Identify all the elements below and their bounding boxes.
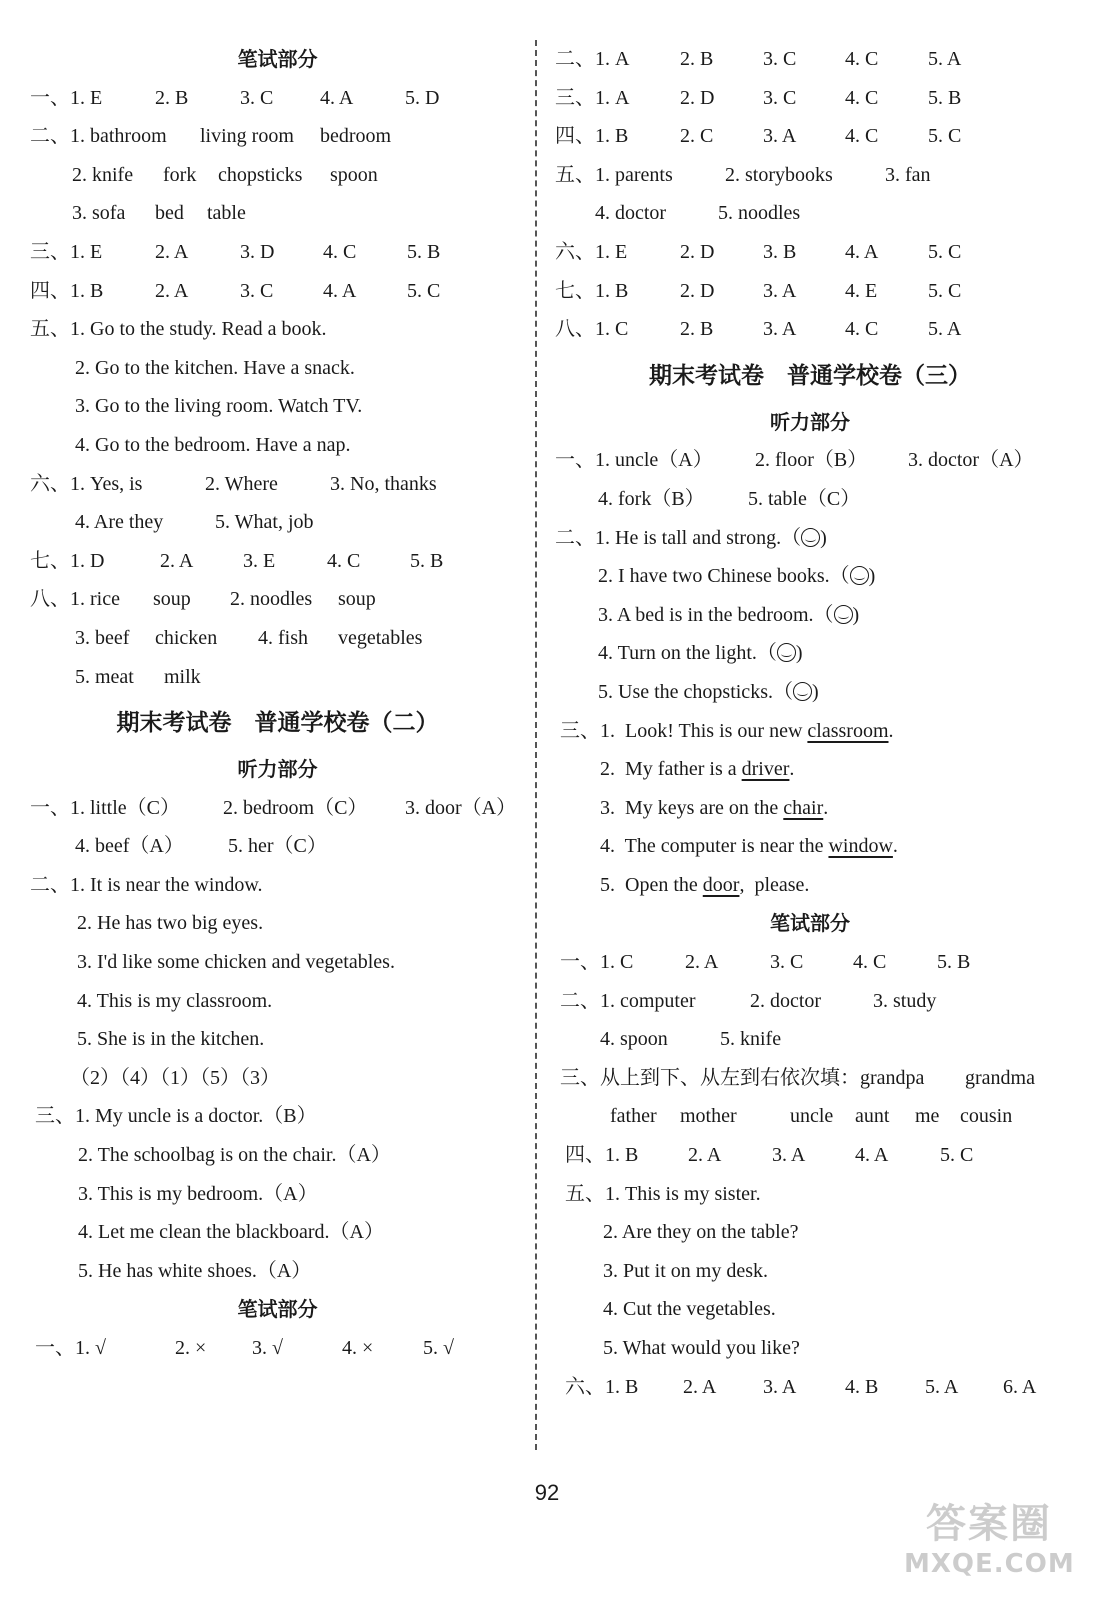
- answer-row: [30, 542, 525, 581]
- answer-cell: 五、1. parents: [555, 163, 673, 186]
- answer-cell: 一、1. uncle（A）: [555, 449, 713, 472]
- underlined-answer: door: [702, 873, 740, 896]
- answer-cell: 4. C: [845, 86, 879, 109]
- answer-cell: 3. B: [763, 240, 797, 263]
- answer-row: [30, 619, 525, 658]
- answer-cell: 3. A: [763, 125, 797, 148]
- answer-row: [30, 982, 525, 1021]
- closing-paren: ): [820, 526, 827, 549]
- answer-row: [30, 233, 525, 272]
- answer-row: [555, 156, 1065, 195]
- answer-cell: 2. doctor: [750, 989, 822, 1012]
- sentence-end: .: [892, 835, 898, 858]
- answer-cell: 2. A: [155, 279, 189, 302]
- answer-cell: 2. floor（B）: [755, 449, 868, 472]
- answer-row: [555, 557, 1065, 596]
- page-number: 92: [534, 1480, 560, 1505]
- answer-row: [30, 1059, 525, 1098]
- answer-cell: 3. beef: [75, 626, 130, 649]
- answer-row: [30, 943, 525, 982]
- answer-cell: table: [207, 202, 246, 225]
- answer-cell: 4. Turn on the light.（ ): [598, 634, 803, 673]
- answer-cell: 2. D: [680, 279, 715, 302]
- answer-cell: 5. D: [405, 86, 440, 109]
- answer-cell: 4. beef（A）: [75, 835, 184, 858]
- answer-row: [555, 1368, 1065, 1407]
- answer-cell: soup: [153, 588, 191, 611]
- answer-row: [555, 441, 1065, 480]
- smiley-face-icon: [793, 682, 812, 701]
- answer-cell: 3. This is my bedroom.（A）: [78, 1182, 318, 1205]
- answer-cell: 3. fan: [885, 163, 931, 186]
- answer-cell: 3. A: [763, 318, 797, 341]
- answer-cell: 2. noodles: [230, 588, 313, 611]
- answer-row: [30, 349, 525, 388]
- answer-cell: 2. ×: [175, 1337, 207, 1359]
- answer-row: [555, 1020, 1065, 1059]
- answer-row: [555, 712, 1065, 751]
- answer-cell: 3. doctor（A）: [908, 449, 1034, 472]
- sentence-text: 3. My keys are on the: [600, 796, 784, 819]
- answer-cell: soup: [338, 588, 376, 611]
- answer-row: [555, 827, 1065, 866]
- answer-row: [30, 1097, 525, 1136]
- answer-cell: 5. C: [407, 279, 441, 302]
- answer-cell: 2. A: [688, 1144, 722, 1167]
- answer-row: [555, 866, 1065, 905]
- answer-cell: 5. Use the chopsticks.（ ): [598, 673, 819, 712]
- answer-cell: 3. A: [763, 279, 797, 302]
- right-column: [555, 40, 1065, 1406]
- answer-row: [555, 1290, 1065, 1329]
- answer-row: [30, 580, 525, 619]
- watermark-bottom-text: MXQE.COM: [904, 1549, 1075, 1579]
- answer-row: [555, 596, 1065, 635]
- answer-cell: 5. He has white shoes.（A）: [78, 1259, 312, 1282]
- answer-cell: 八、1. C: [555, 318, 629, 341]
- answer-cell: 4. Let me clean the blackboard.（A）: [78, 1221, 384, 1244]
- answer-row: [30, 426, 525, 465]
- smiley-face-icon: [834, 605, 853, 624]
- underlined-answer: driver: [741, 758, 790, 781]
- answer-row: [30, 79, 525, 118]
- answer-cell: 5. What, job: [215, 511, 314, 534]
- answer-cell: 3. C: [763, 48, 797, 70]
- answer-cell: 3. Put it on my desk.: [603, 1259, 769, 1282]
- answer-row: [30, 1136, 525, 1175]
- answer-cell: 5. What would you like?: [603, 1337, 800, 1359]
- answer-row: [30, 1252, 525, 1291]
- answer-cell: 五、1. Go to the study. Read a book.: [30, 318, 327, 341]
- answer-row: [555, 634, 1065, 673]
- answer-row: [555, 79, 1065, 118]
- answer-row: [555, 519, 1065, 558]
- answer-cell: 2. Where: [205, 472, 278, 495]
- answer-cell: me: [915, 1105, 940, 1128]
- exam-title: 期末考试卷 普通学校卷（三）: [649, 362, 971, 389]
- answer-cell: 二、1. It is near the window.: [30, 873, 263, 896]
- answer-cell: 2. A: [683, 1375, 717, 1398]
- answer-cell: 3. C: [770, 951, 804, 974]
- answer-cell: 3. A: [772, 1144, 806, 1167]
- answer-row: [555, 1059, 1065, 1098]
- answer-row: [30, 465, 525, 504]
- sentence-end: .: [823, 796, 829, 819]
- section-heading: 笔试部分: [237, 1297, 318, 1322]
- answer-cell: 4. Are they: [75, 511, 164, 534]
- answer-row: [30, 194, 525, 233]
- smiley-face-icon: [850, 566, 869, 585]
- answer-cell: 2. A: [685, 951, 719, 974]
- answer-row: [30, 789, 525, 828]
- closing-paren: ): [795, 642, 803, 665]
- exam-title: 期末考试卷 普通学校卷（二）: [116, 710, 439, 737]
- answer-row: [555, 480, 1065, 519]
- answer-cell: 3. No, thanks: [330, 472, 437, 495]
- answer-cell: 5. A: [928, 48, 962, 70]
- answer-cell: 4. Cut the vegetables.: [603, 1298, 776, 1321]
- answer-cell: 二、1. He is tall and strong.（ ): [555, 519, 827, 558]
- sentence-text: 三、1. Look! This is our new: [560, 719, 808, 742]
- answer-cell: grandma: [965, 1066, 1035, 1089]
- answer-cell: milk: [164, 665, 201, 688]
- answer-cell: 六、1. E: [555, 240, 628, 263]
- answer-cell: 2. knife: [72, 163, 134, 186]
- answer-cell: 2. Are they on the table?: [603, 1221, 799, 1244]
- sentence-text: 4. The computer is near the: [600, 835, 829, 858]
- answer-cell: 5. knife: [720, 1028, 782, 1051]
- answer-row: [555, 310, 1065, 349]
- answer-row: [555, 1213, 1065, 1252]
- answer-cell: uncle: [790, 1105, 834, 1128]
- answer-cell: 2. C: [680, 125, 714, 148]
- answer-cell: 3. √: [252, 1337, 283, 1359]
- answer-cell: 5. C: [928, 240, 962, 263]
- answer-row: [555, 40, 1065, 79]
- answer-row: [555, 1097, 1065, 1136]
- answer-cell: 4. ×: [342, 1337, 374, 1359]
- section-heading: 听力部分: [237, 757, 318, 782]
- answer-cell: fork: [163, 163, 197, 186]
- answer-row: [555, 1329, 1065, 1368]
- sentence-text: 2. My father is a: [600, 758, 742, 781]
- answer-cell: 4. C: [845, 125, 879, 148]
- answer-row: [555, 750, 1065, 789]
- closing-paren: ): [852, 603, 860, 626]
- answer-cell: 2. B: [155, 86, 189, 109]
- answer-row: [30, 387, 525, 426]
- answer-cell: 5. noodles: [718, 202, 801, 225]
- answer-cell: 6. A: [1003, 1375, 1037, 1398]
- answer-cell: cousin: [960, 1105, 1013, 1128]
- answer-cell: 4. A: [855, 1144, 889, 1167]
- sentence-end: , please.: [739, 873, 810, 896]
- answer-cell: 5. A: [928, 318, 962, 341]
- answer-cell: 七、1. B: [555, 279, 629, 302]
- answer-cell: 5. B: [928, 86, 962, 109]
- answer-cell: 3. C: [763, 86, 797, 109]
- sentence-end: .: [789, 758, 795, 781]
- answer-cell: 3. A: [763, 1375, 797, 1398]
- answer-cell: chopsticks: [218, 163, 303, 186]
- answer-cell: spoon: [330, 163, 378, 186]
- answer-row: [555, 117, 1065, 156]
- watermark-logo: [904, 1492, 1074, 1592]
- answer-row: [555, 1175, 1065, 1214]
- underlined-answer: window: [828, 835, 893, 858]
- answer-cell: 5. C: [940, 1144, 974, 1167]
- answer-cell: 一、1. √: [35, 1337, 106, 1359]
- answer-cell: 2. A: [160, 549, 194, 572]
- answer-cell: 5. C: [928, 125, 962, 148]
- answer-cell: 3. A bed is in the bedroom.（ ): [598, 596, 859, 635]
- answer-row: [555, 943, 1065, 982]
- answer-cell: 5. meat: [75, 665, 134, 688]
- answer-cell: 5. B: [937, 951, 971, 974]
- answer-cell: 5. She is in the kitchen.: [77, 1028, 265, 1051]
- answer-cell: 三、1. A: [555, 86, 630, 109]
- answer-cell: 2. I have two Chinese books.（ ): [598, 557, 875, 596]
- answer-row: [30, 156, 525, 195]
- answer-cell: 2. A: [155, 240, 189, 263]
- answer-row: [30, 503, 525, 542]
- answer-cell: 3. I'd like some chicken and vegetables.: [77, 951, 395, 974]
- answer-cell: 5. B: [407, 240, 441, 263]
- answer-cell: 3. door（A）: [405, 796, 517, 819]
- closing-paren: ): [868, 565, 876, 588]
- answer-cell: 六、1. B: [565, 1375, 639, 1398]
- answer-row: [555, 789, 1065, 828]
- answer-row: [30, 1213, 525, 1252]
- left-column: [30, 40, 525, 1368]
- answer-cell: 4. doctor: [595, 202, 667, 225]
- answer-row: [555, 1252, 1065, 1291]
- answer-row: [30, 827, 525, 866]
- answer-cell: 4. spoon: [600, 1028, 668, 1051]
- answer-cell: 4. C: [845, 318, 879, 341]
- answer-row: [30, 1020, 525, 1059]
- answer-cell: 3. Go to the living room. Watch TV.: [75, 395, 363, 418]
- answer-cell: 3. D: [240, 240, 275, 263]
- answer-cell: 2. B: [680, 318, 714, 341]
- answer-cell: bed: [155, 202, 184, 225]
- answer-cell: 3. C: [240, 86, 274, 109]
- answer-row: [555, 233, 1065, 272]
- answer-cell: 4. C: [845, 48, 879, 70]
- answer-row: [555, 982, 1065, 1021]
- answer-cell: 四、1. B: [30, 279, 104, 302]
- answer-cell: 4. This is my classroom.: [77, 989, 273, 1012]
- answer-cell: 4. A: [320, 86, 354, 109]
- answer-cell: mother: [680, 1105, 737, 1128]
- answer-cell: （2）（4）（1）（5）（3）: [70, 1066, 280, 1089]
- answer-cell: 4. fish: [258, 626, 308, 649]
- answer-cell: 4. A: [845, 240, 879, 263]
- section-heading: 笔试部分: [237, 47, 318, 71]
- answer-cell: 2. storybooks: [725, 163, 833, 186]
- answer-cell: 4. B: [845, 1375, 879, 1398]
- smiley-face-icon: [801, 528, 820, 547]
- answer-cell: bedroom: [320, 125, 392, 148]
- answer-cell: 七、1. D: [30, 549, 105, 572]
- sentence-end: .: [888, 719, 894, 742]
- answer-cell: chicken: [155, 626, 218, 649]
- answer-cell: 2. bedroom（C）: [223, 796, 368, 819]
- answer-cell: 4. C: [327, 549, 361, 572]
- answer-cell: 5. table（C）: [748, 487, 861, 510]
- answer-cell: 五、1. This is my sister.: [565, 1182, 761, 1205]
- answer-row: [30, 117, 525, 156]
- answer-row: [555, 194, 1065, 233]
- answer-cell: vegetables: [338, 626, 423, 649]
- answer-cell: 4. A: [323, 279, 357, 302]
- answer-row: [30, 310, 525, 349]
- answer-cell: 3. E: [243, 549, 276, 572]
- answer-cell: 四、1. B: [555, 125, 629, 148]
- answer-cell: 八、1. rice: [30, 588, 120, 611]
- answer-cell: 2. Go to the kitchen. Have a snack.: [75, 356, 355, 379]
- answer-row: [30, 658, 525, 697]
- answer-cell: 4. C: [853, 951, 887, 974]
- answer-cell: 5. her（C）: [228, 835, 327, 858]
- column-divider: [535, 40, 537, 1450]
- answer-cell: 二、1. A: [555, 48, 630, 70]
- answer-cell: 2. D: [680, 240, 715, 263]
- answer-cell: 3. sofa: [72, 202, 126, 225]
- answer-row: [30, 1329, 525, 1368]
- answer-cell: 一、1. C: [560, 951, 634, 974]
- answer-row: [30, 904, 525, 943]
- answer-cell: 5. B: [410, 549, 444, 572]
- answer-cell: 4. E: [845, 279, 878, 302]
- answer-row: [555, 1136, 1065, 1175]
- answer-cell: 2. B: [680, 48, 714, 70]
- section-heading: 笔试部分: [770, 911, 850, 936]
- answer-cell: 5. C: [928, 279, 962, 302]
- answer-row: [30, 272, 525, 311]
- answer-row: [555, 272, 1065, 311]
- answer-cell: 一、1. little（C）: [30, 796, 180, 819]
- answer-cell: 2. D: [680, 86, 715, 109]
- answer-cell: 5. √: [423, 1337, 454, 1359]
- underlined-answer: classroom: [807, 719, 889, 742]
- answer-cell: 4. fork（B）: [598, 487, 705, 510]
- watermark-top-text: 答案圈: [926, 1501, 1052, 1547]
- answer-cell: 三、1. E: [30, 240, 103, 263]
- answer-cell: father: [610, 1105, 657, 1128]
- section-heading: 听力部分: [770, 409, 850, 434]
- answer-cell: 六、1. Yes, is: [30, 472, 143, 495]
- answer-cell: 一、1. E: [30, 86, 103, 109]
- answer-cell: 二、1. bathroom: [30, 125, 167, 148]
- answer-cell: 二、1. computer: [560, 989, 696, 1012]
- answer-cell: 2. He has two big eyes.: [77, 912, 264, 935]
- answer-cell: 4. C: [323, 240, 357, 263]
- answer-cell: 3. C: [240, 279, 274, 302]
- smiley-face-icon: [777, 643, 796, 662]
- answer-cell: 2. The schoolbag is on the chair.（A）: [78, 1144, 391, 1167]
- answer-cell: 四、1. B: [565, 1144, 639, 1167]
- answer-cell: 三、1. My uncle is a doctor.（B）: [35, 1105, 317, 1128]
- answer-row: [555, 673, 1065, 712]
- underlined-answer: chair: [783, 796, 824, 819]
- answer-cell: 4. Go to the bedroom. Have a nap.: [75, 433, 351, 456]
- answer-cell: aunt: [855, 1105, 890, 1128]
- sentence-text: 5. Open the: [600, 873, 703, 896]
- answer-cell: living room: [200, 125, 294, 148]
- answer-cell: 三、从上到下、从左到右依次填：grandpa: [560, 1066, 925, 1089]
- closing-paren: ): [811, 680, 819, 703]
- answer-row: [30, 866, 525, 905]
- answer-cell: 3. study: [873, 989, 937, 1012]
- answer-row: [30, 1175, 525, 1214]
- answer-cell: 5. A: [925, 1375, 959, 1398]
